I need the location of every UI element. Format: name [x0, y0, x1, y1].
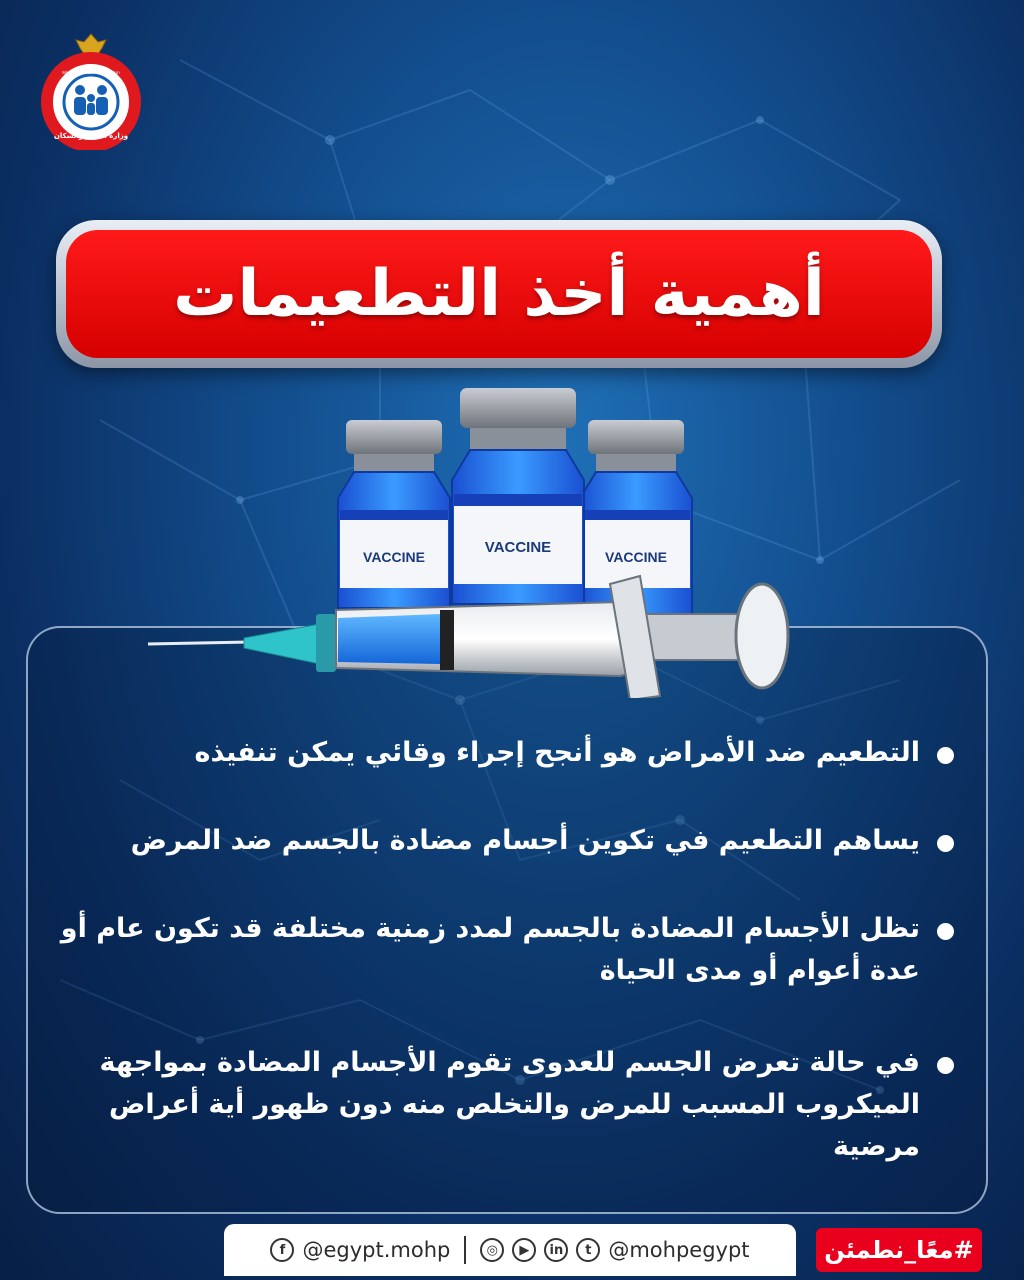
instagram-icon[interactable]: ◎	[480, 1238, 504, 1262]
vial-center-icon	[452, 388, 584, 604]
svg-text:VACCINE: VACCINE	[605, 549, 667, 565]
bullet-dot-icon	[937, 1057, 954, 1074]
twitter-icon[interactable]: t	[576, 1238, 600, 1262]
page-title: أهمية أخذ التطعيمات	[173, 257, 825, 331]
linkedin-icon[interactable]: in	[544, 1238, 568, 1262]
bullet-dot-icon	[937, 835, 954, 852]
social-handle[interactable]: @mohpegypt	[608, 1238, 750, 1262]
list-item	[50, 1042, 948, 1168]
point-text: يساهم التطعيم في تكوين أجسام مضادة بالجسم ضد المرض	[130, 825, 920, 856]
facebook-icon[interactable]: f	[270, 1238, 294, 1262]
point-text: في حالة تعرض الجسم للعدوى تقوم الأجسام المضادة بمواجهة الميكروب المسبب للمرض والتخلص منه دون ظهور أية أعراض مرضية	[99, 1047, 920, 1162]
svg-text:VACCINE: VACCINE	[484, 539, 552, 556]
hashtag-badge: #معًا_نطمئن	[816, 1228, 982, 1272]
vaccine-illustration	[140, 378, 800, 698]
vial-left-icon	[338, 420, 450, 608]
bullet-dot-icon	[937, 747, 954, 764]
point-text: تظل الأجسام المضادة بالجسم لمدد زمنية مختلفة قد تكون عام أو عدة أعوام أو مدى الحياة	[60, 913, 920, 986]
point-text: التطعيم ضد الأمراض هو أنجح إجراء وقائي يمكن تنفيذه	[194, 737, 920, 768]
ministry-logo	[38, 32, 144, 150]
list-item	[50, 820, 948, 862]
list-item	[50, 732, 948, 774]
title-banner	[56, 220, 942, 368]
facebook-handle[interactable]: @egypt.mohp	[302, 1238, 451, 1262]
svg-text:VACCINE: VACCINE	[363, 549, 425, 565]
title-banner-inner	[66, 230, 932, 358]
social-footer	[224, 1224, 796, 1276]
footer-divider	[464, 1236, 466, 1264]
youtube-icon[interactable]: ▶	[512, 1238, 536, 1262]
logo-text-en: Ministry of Health & Population	[62, 70, 120, 75]
logo-text-ar: وزارة الصحة والسكان	[53, 132, 129, 140]
bullet-dot-icon	[937, 923, 954, 940]
points-list	[50, 732, 948, 1168]
list-item	[50, 908, 948, 992]
